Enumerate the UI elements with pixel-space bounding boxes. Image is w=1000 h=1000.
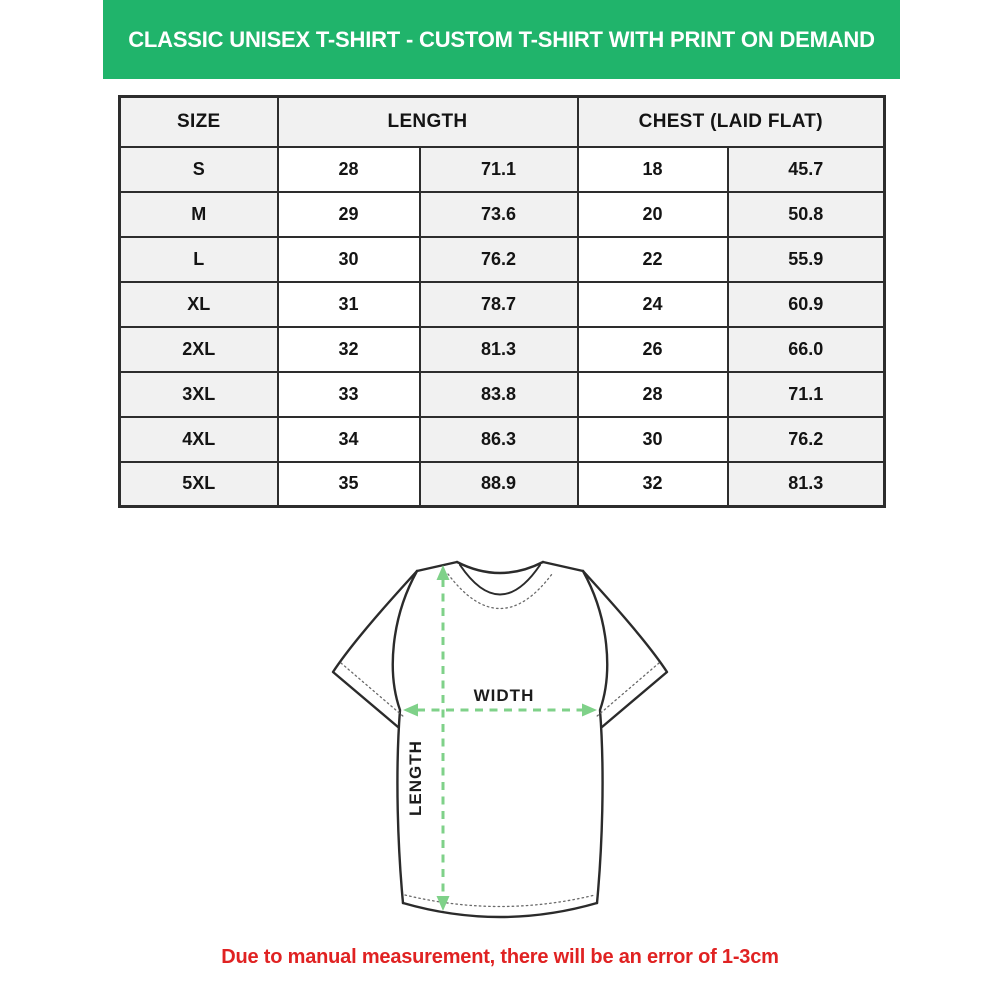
page-title: CLASSIC UNISEX T-SHIRT - CUSTOM T-SHIRT WITH PRINT ON DEMAND xyxy=(128,26,875,52)
table-row xyxy=(120,237,885,282)
col-header-size: SIZE xyxy=(120,97,278,147)
table-row xyxy=(120,192,885,237)
cell-chest-in: 24 xyxy=(578,282,728,327)
cell-chest-in: 32 xyxy=(578,462,728,507)
table-row xyxy=(120,372,885,417)
cell-length-in: 31 xyxy=(278,282,420,327)
cell-length-cm: 73.6 xyxy=(420,192,578,237)
cell-size: XL xyxy=(120,282,278,327)
table-row xyxy=(120,462,885,507)
cell-length-cm: 78.7 xyxy=(420,282,578,327)
cell-chest-cm: 45.7 xyxy=(728,147,885,192)
cell-size: M xyxy=(120,192,278,237)
cell-size: S xyxy=(120,147,278,192)
cell-size: 2XL xyxy=(120,327,278,372)
table-row xyxy=(120,147,885,192)
cell-length-in: 33 xyxy=(278,372,420,417)
cell-chest-cm: 81.3 xyxy=(728,462,885,507)
col-header-chest: CHEST (LAID FLAT) xyxy=(578,97,885,147)
table-header-row xyxy=(120,97,885,147)
cell-chest-cm: 60.9 xyxy=(728,282,885,327)
cell-size: 3XL xyxy=(120,372,278,417)
table-row xyxy=(120,327,885,372)
col-header-length: LENGTH xyxy=(278,97,578,147)
cell-length-cm: 88.9 xyxy=(420,462,578,507)
cell-length-cm: 83.8 xyxy=(420,372,578,417)
cell-length-in: 35 xyxy=(278,462,420,507)
cell-chest-in: 30 xyxy=(578,417,728,462)
cell-length-in: 34 xyxy=(278,417,420,462)
size-chart-table xyxy=(118,95,886,508)
cell-chest-cm: 50.8 xyxy=(728,192,885,237)
cell-length-in: 32 xyxy=(278,327,420,372)
table-row xyxy=(120,417,885,462)
cell-length-cm: 76.2 xyxy=(420,237,578,282)
table-body xyxy=(120,147,885,507)
cell-chest-in: 26 xyxy=(578,327,728,372)
table-row xyxy=(120,282,885,327)
cell-chest-in: 22 xyxy=(578,237,728,282)
tshirt-measurement-diagram xyxy=(300,550,700,930)
cell-size: 4XL xyxy=(120,417,278,462)
measurement-error-note: Due to manual measurement, there will be an error of 1-3cm xyxy=(221,946,779,968)
title-banner xyxy=(103,0,900,79)
cell-length-in: 28 xyxy=(278,147,420,192)
cell-chest-cm: 55.9 xyxy=(728,237,885,282)
cell-chest-cm: 66.0 xyxy=(728,327,885,372)
cell-chest-in: 20 xyxy=(578,192,728,237)
length-label: LENGTH xyxy=(406,740,425,816)
cell-chest-cm: 71.1 xyxy=(728,372,885,417)
cell-chest-in: 28 xyxy=(578,372,728,417)
cell-length-cm: 71.1 xyxy=(420,147,578,192)
cell-length-cm: 86.3 xyxy=(420,417,578,462)
width-label: WIDTH xyxy=(473,686,535,705)
cell-length-in: 29 xyxy=(278,192,420,237)
cell-chest-cm: 76.2 xyxy=(728,417,885,462)
tshirt-silhouette xyxy=(333,562,667,918)
cell-size: 5XL xyxy=(120,462,278,507)
cell-length-in: 30 xyxy=(278,237,420,282)
cell-size: L xyxy=(120,237,278,282)
cell-chest-in: 18 xyxy=(578,147,728,192)
table-header xyxy=(120,97,885,147)
cell-length-cm: 81.3 xyxy=(420,327,578,372)
